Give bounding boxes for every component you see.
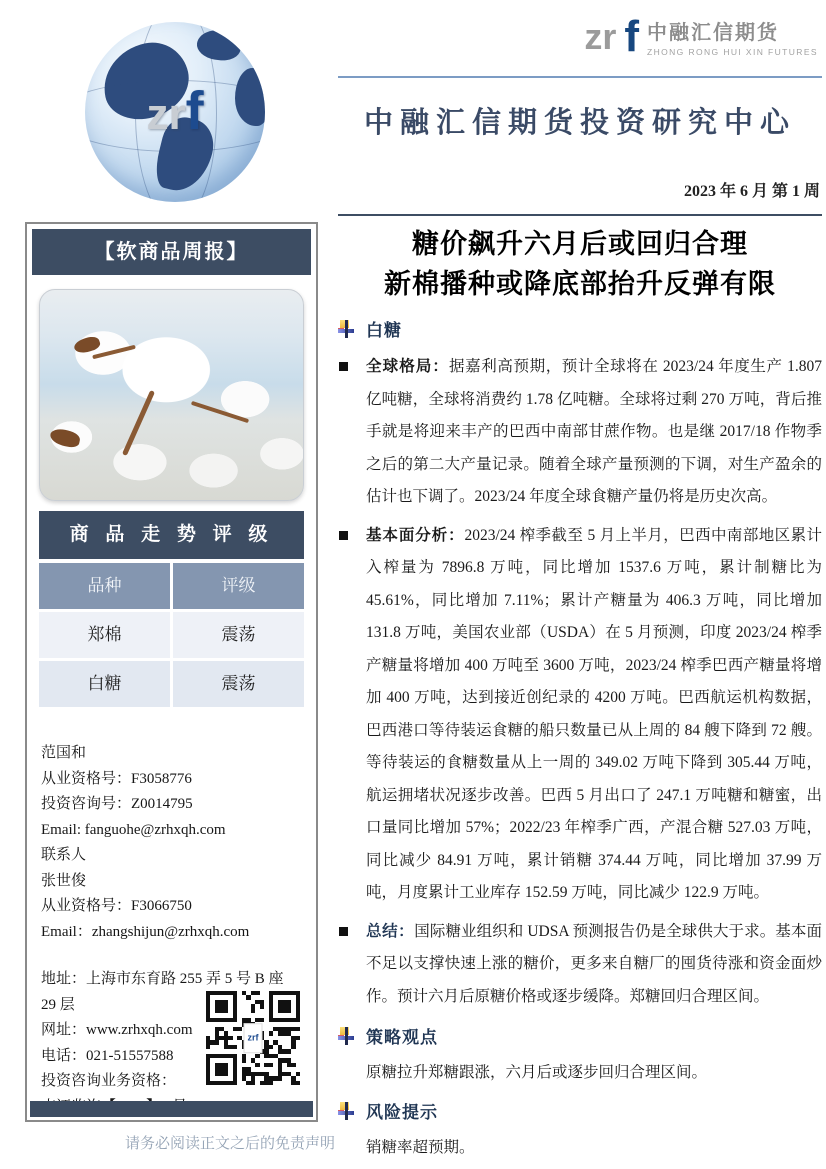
report-tag: 【软商品周报】 xyxy=(32,229,311,275)
section-bullet-icon xyxy=(338,1027,354,1045)
section-header-strategy xyxy=(338,1023,822,1048)
section-header-sugar-label: 白糖 xyxy=(366,321,402,340)
rating-col-rating: 评级 xyxy=(173,563,304,609)
rating-table-grid xyxy=(39,563,304,707)
qr-center-logo: zrf xyxy=(244,1023,263,1053)
article-title xyxy=(338,224,822,304)
strategy-text: 原糖拉升郑糖跟涨，六月后或逐步回归合理区间。 xyxy=(366,1064,708,1081)
section-header-strategy-label: 策略观点 xyxy=(366,1028,438,1047)
brand-text xyxy=(647,16,818,57)
bullet-global-pattern-label: 全球格局： xyxy=(366,358,450,375)
analyst-info xyxy=(41,741,302,945)
cotton-photo xyxy=(39,289,304,501)
disclaimer: 请务必阅读正文之后的免责声明 xyxy=(124,1136,335,1152)
article-title-line1: 糖价飙升六月后或回归合理 xyxy=(412,229,748,259)
bullet-fundamentals-text: 基本面分析：2023/24 榨季截至 5 月上半月，巴西中南部地区累计入榨量为 7896.8 万吨，同比增加 1537.6 万吨，累计制糖比为 45.61%，同比增加 7.11%；累计产糖量为 406.3 万吨，同比增加 131.8 万吨，美国农业部（USDA）在 5 月预测，印度 2023/24 榨季产糖量将增加 400 万吨至 3600 万吨，2023/24 榨季巴西产糖量将增加 400 万吨，达到接近创纪录的 4200 万吨。巴西航运机构数据，巴西港口等待装运食糖的船只数量已从上周的 84 艘下降到 72 艘。等待装运的食糖数量从上一周的 349.02 万吨下降到 305.44 万吨，航运拥堵状况逐步改善。巴西 5 月出口了 247.1 万吨糖和糖蜜，出口量同比增加 57%；2022/23 年榨季广西，产混合糖 527.03 万吨，同比减少 84.91 万吨，累计销糖 374.44 万吨，同比增加 37.99 万吨，月度累计工业库存 152.59 万吨，同比减少 122.9 万吨。 xyxy=(366,526,822,901)
brand-logo-f: f xyxy=(624,11,639,61)
globe-logo xyxy=(85,22,265,202)
article xyxy=(338,214,822,1169)
globe-logo-zr: zr xyxy=(146,89,186,139)
analyst-name: 范国和 xyxy=(41,745,87,761)
section-bullet-icon xyxy=(338,1102,354,1120)
bullet-fundamentals xyxy=(338,520,822,910)
risk-text: 销糖率超预期。 xyxy=(366,1139,475,1156)
contact-cert-no: 从业资格号：F3066750 xyxy=(41,898,192,914)
rating-col-variety: 品种 xyxy=(39,563,170,609)
square-bullet-icon xyxy=(339,531,348,540)
contact-email: Email：zhangshijun@zrhxqh.com xyxy=(41,923,250,940)
section-header-sugar xyxy=(338,316,822,341)
bullet-summary xyxy=(338,916,822,1014)
issue-date: 2023 年 6 月 第 1 周 xyxy=(683,183,820,200)
bullet-global-pattern-text: 全球格局：据嘉利高预期，预计全球将在 2023/24 年度生产 1.807 亿吨糖，全球将消费约 1.78 亿吨糖。全球将过剩 270 万吨，背后推手就是将迎来丰产的巴西中南部甘蔗作物。也是继 2017/18 作物季之后的第二大产量记录。随着全球产量预测的下调，对生产盈余的估计也下调了。2023/24 年度全球食糖产量仍将是历史次高。 xyxy=(366,358,822,505)
cotton-stem xyxy=(191,401,249,423)
rating-table-title: 商 品 走 势 评 级 xyxy=(39,511,304,559)
rating-row-cotton-name: 郑棉 xyxy=(39,612,170,658)
square-bullet-icon xyxy=(339,927,348,936)
rating-row-sugar-value: 震荡 xyxy=(173,661,304,707)
bullet-global-pattern xyxy=(338,351,822,514)
section-header-risk-label: 风险提示 xyxy=(366,1103,438,1122)
rating-table xyxy=(39,511,304,707)
bullet-summary-label: 总结： xyxy=(366,922,415,940)
brand-logo-zr: zr xyxy=(584,15,617,57)
globe-logo-text xyxy=(146,80,204,141)
square-bullet-icon xyxy=(339,362,348,371)
section-bullet-icon xyxy=(338,320,354,338)
globe-logo-f: f xyxy=(185,80,204,141)
brand-logo xyxy=(584,11,818,61)
rating-row-sugar-name: 白糖 xyxy=(39,661,170,707)
office-license-label: 投资咨询业务资格： xyxy=(41,1073,177,1089)
bullet-summary-text: 总结：国际糖业组织和 UDSA 预测报告仍是全球供大于求。基本面不足以支撑快速上涨的糖价，更多来自糖厂的囤货待涨和资金面炒作。预计六月后原糖价格或逐步缓降。郑糖回归合理区间。 xyxy=(366,922,822,1005)
analyst-advisory-no: 投资咨询号：Z0014795 xyxy=(41,796,193,812)
sidebar-footer-bar xyxy=(30,1101,313,1117)
office-phone: 电话：021-51557588 xyxy=(41,1047,174,1064)
sidebar xyxy=(25,222,318,1122)
analyst-cert-no: 从业资格号：F3058776 xyxy=(41,770,192,787)
qr-code xyxy=(206,991,300,1085)
masthead-title: 中融汇信期货投资研究中心 xyxy=(363,107,796,139)
rating-row-cotton-value: 震荡 xyxy=(173,612,304,658)
contact-person-label: 联系人 xyxy=(41,847,87,863)
article-title-line2: 新棉播种或降底部抬升反弹有限 xyxy=(384,269,776,299)
article-top-divider xyxy=(338,214,822,216)
brand-name-en: ZHONG RONG HUI XIN FUTURES xyxy=(647,47,818,57)
masthead-divider xyxy=(338,76,822,78)
office-address: 地址：上海市东育路 255 弄 5 号 B 座 29 层 xyxy=(41,971,284,1013)
cotton-stem xyxy=(122,390,155,456)
brand-name-cn: 中融汇信期货 xyxy=(647,22,779,44)
cotton-husk xyxy=(49,427,82,449)
bullet-fundamentals-label: 基本面分析： xyxy=(366,526,465,544)
contact-person-name: 张世俊 xyxy=(41,872,87,889)
section-header-risk xyxy=(338,1098,822,1123)
cotton-husk xyxy=(72,334,101,355)
analyst-email: Email: fanguohe@zrhxqh.com xyxy=(41,821,226,838)
office-website: 网址：www.zrhxqh.com xyxy=(41,1022,193,1038)
office-info xyxy=(41,967,302,1120)
